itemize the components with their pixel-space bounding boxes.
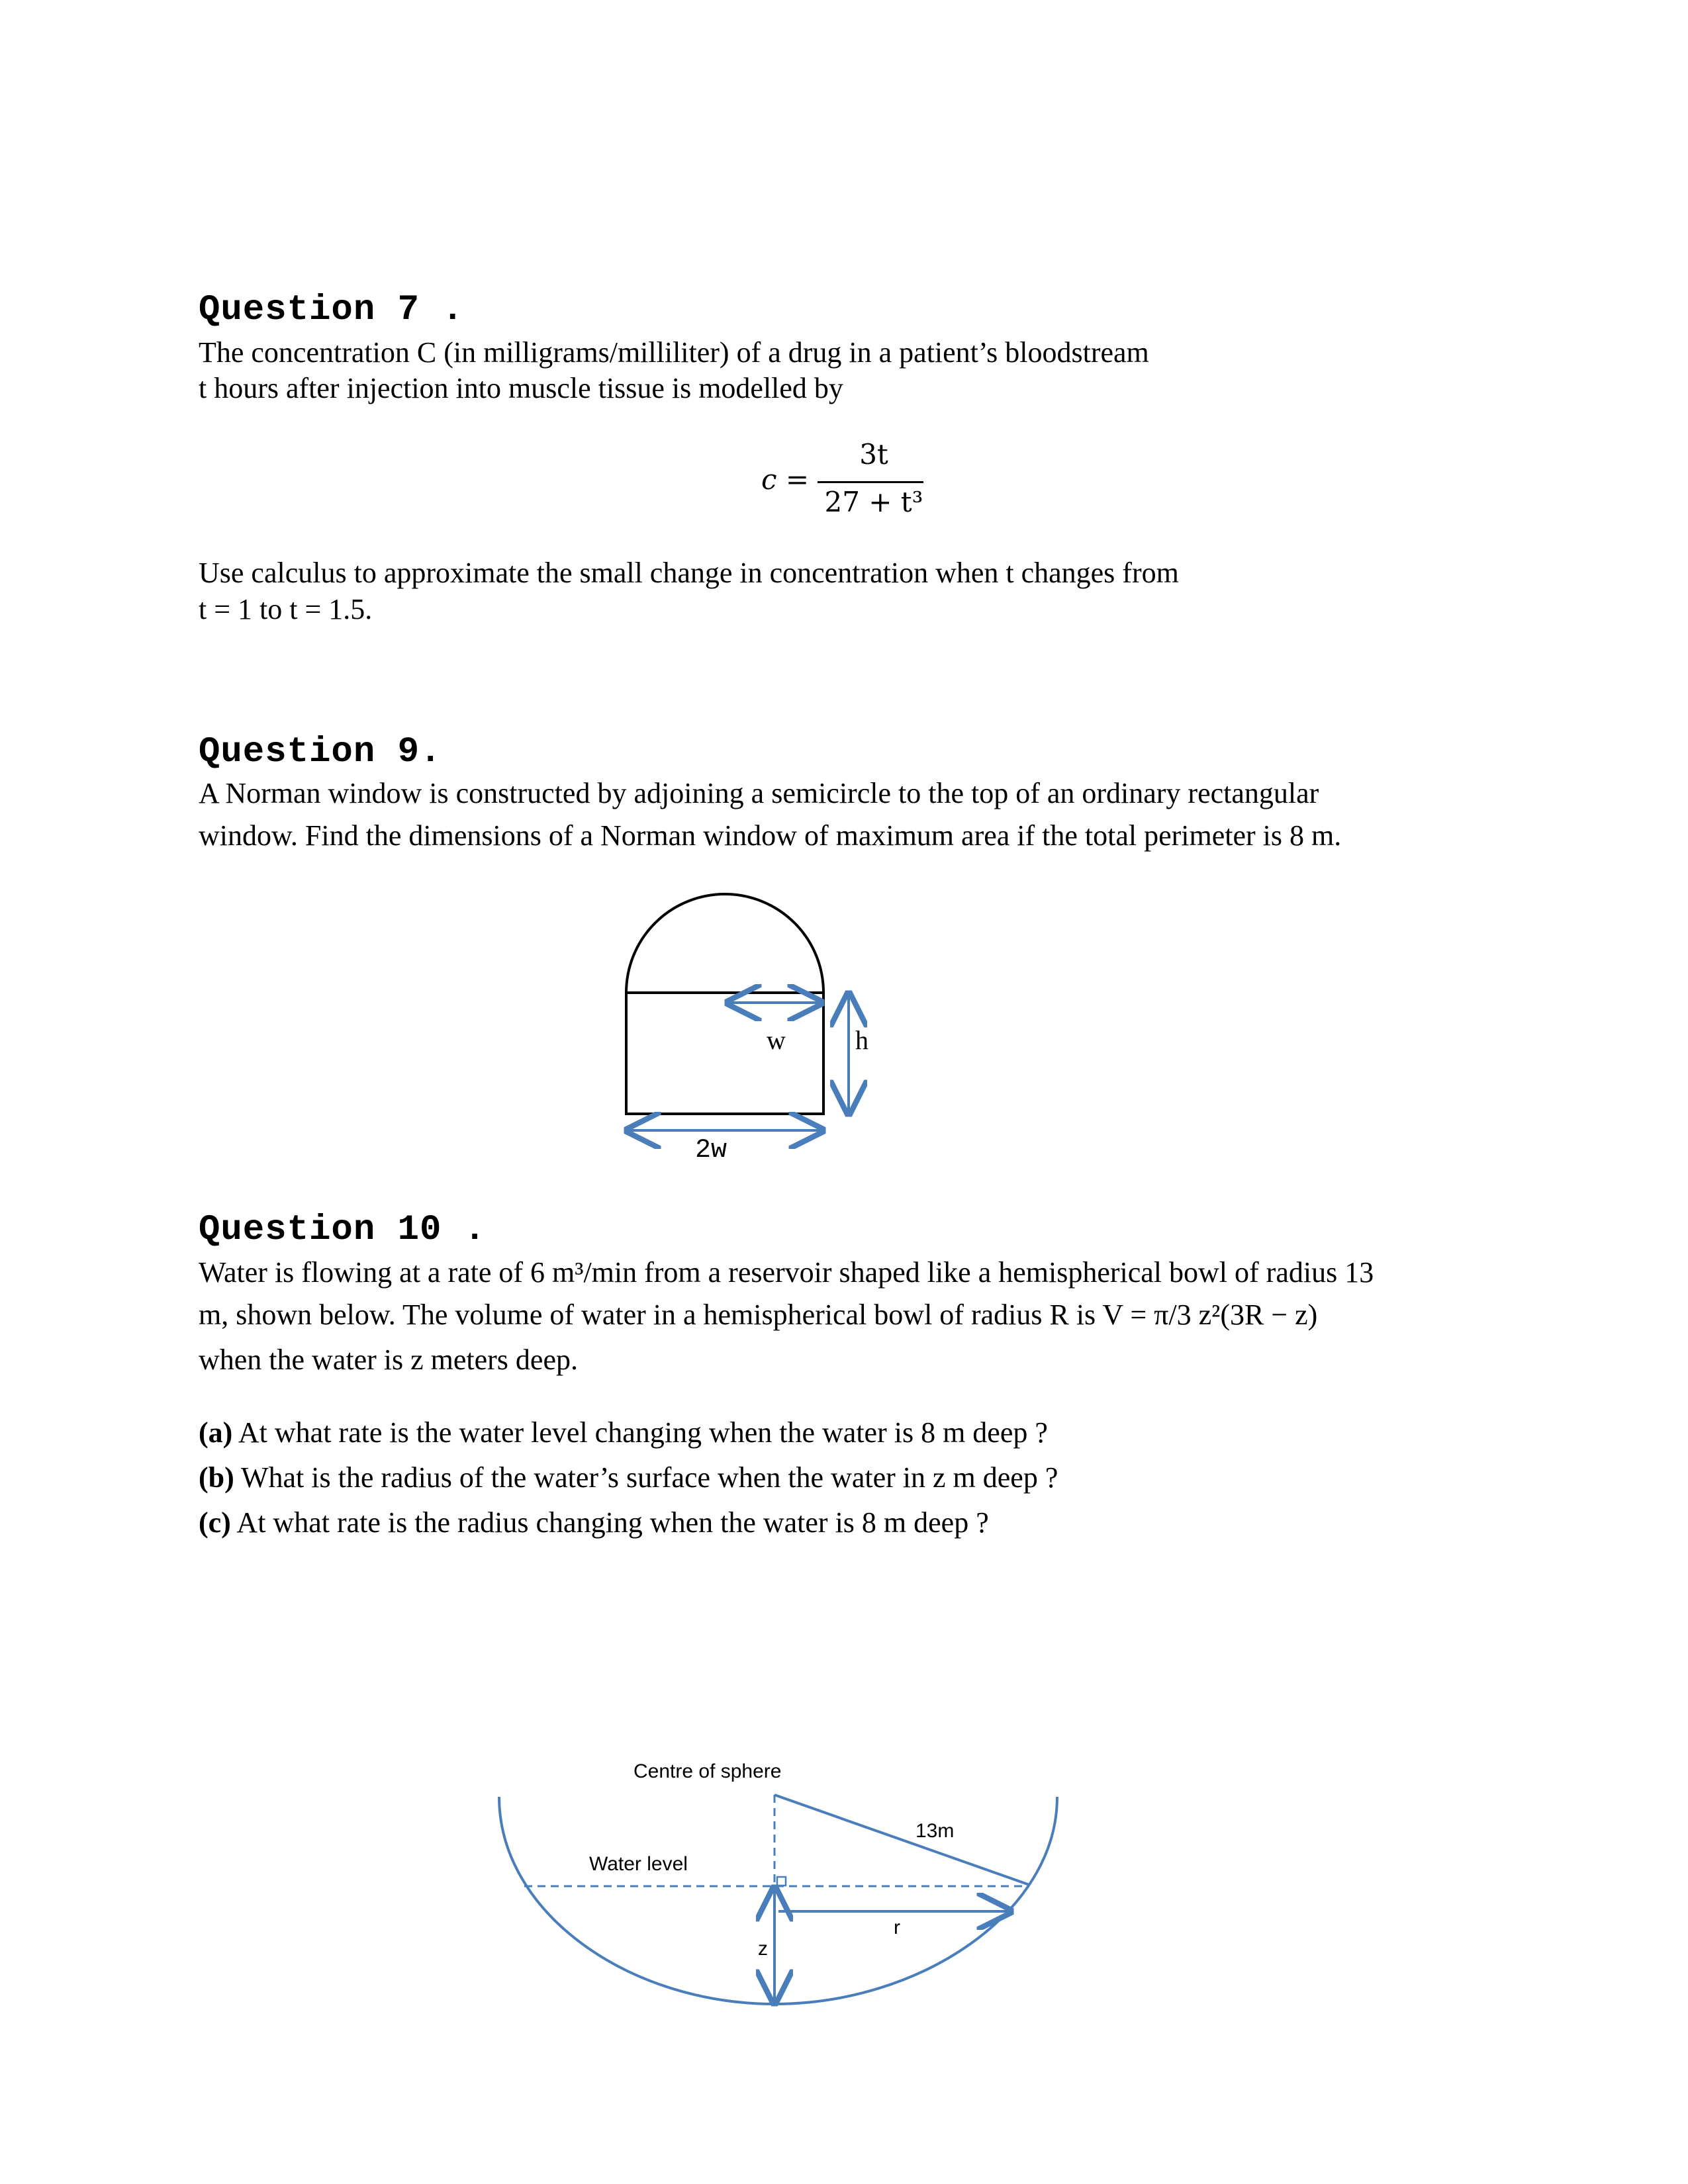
- q9-line2: window. Find the dimensions of a Norman window of maximum area if the total perimeter is 8 m.: [199, 819, 1342, 852]
- hemisphere-diagram: [463, 1747, 1099, 2012]
- q7-line3: Use calculus to approximate the small change in concentration when t changes from: [199, 557, 1179, 589]
- window-semicircle: [626, 894, 823, 993]
- q7-line4: t = 1 to t = 1.5.: [199, 593, 373, 625]
- window-rectangle: [626, 993, 823, 1114]
- q7-formula-denominator: 27 + t³: [824, 486, 923, 518]
- radius-label: 13m: [915, 1820, 955, 1842]
- q10-part-b: (b) What is the radius of the water’s surface when the water in z m deep ?: [199, 1461, 1058, 1494]
- q10-line1: Water is flowing at a rate of 6 m³/min from a reservoir shaped like a hemispherical bowl of radius 13: [199, 1256, 1374, 1289]
- q7-title: Question 7 .: [199, 290, 464, 330]
- h-label: h: [855, 1025, 868, 1055]
- q7-fraction-bar: [818, 481, 923, 483]
- q7-formula-numerator: 3t: [859, 438, 888, 471]
- water-level-label: Water level: [589, 1853, 688, 1875]
- q10-line2: m, shown below. The volume of water in a hemispherical bowl of radius R is V = π/3 z²(3R − z): [199, 1298, 1318, 1331]
- right-angle-marker: [777, 1877, 786, 1886]
- radius-line: [774, 1795, 1029, 1885]
- q10-part-c: (c) At what rate is the radius changing when the water is 8 m deep ?: [199, 1506, 989, 1539]
- q9-line1: A Norman window is constructed by adjoining a semicircle to the top of an ordinary rectangular: [199, 777, 1319, 809]
- q7-formula-lhs: c =: [761, 463, 810, 496]
- w-label: w: [767, 1025, 786, 1055]
- q10-part-a: (a) At what rate is the water level changing when the water is 8 m deep ?: [199, 1416, 1048, 1449]
- r-label: r: [894, 1917, 900, 1938]
- q7-line2: t hours after injection into muscle tissue is modelled by: [199, 372, 843, 404]
- centre-label: Centre of sphere: [633, 1760, 782, 1782]
- base-label: 2w: [695, 1136, 727, 1165]
- q9-title: Question 9.: [199, 732, 442, 772]
- norman-window-diagram: [596, 887, 914, 1178]
- q10-title: Question 10 .: [199, 1210, 487, 1250]
- q7-line1: The concentration C (in milligrams/milliliter) of a drug in a patient’s bloodstream: [199, 336, 1149, 369]
- q10-line3: when the water is z meters deep.: [199, 1343, 578, 1376]
- z-label: z: [758, 1938, 768, 1960]
- bowl-outline: [499, 1797, 1057, 2004]
